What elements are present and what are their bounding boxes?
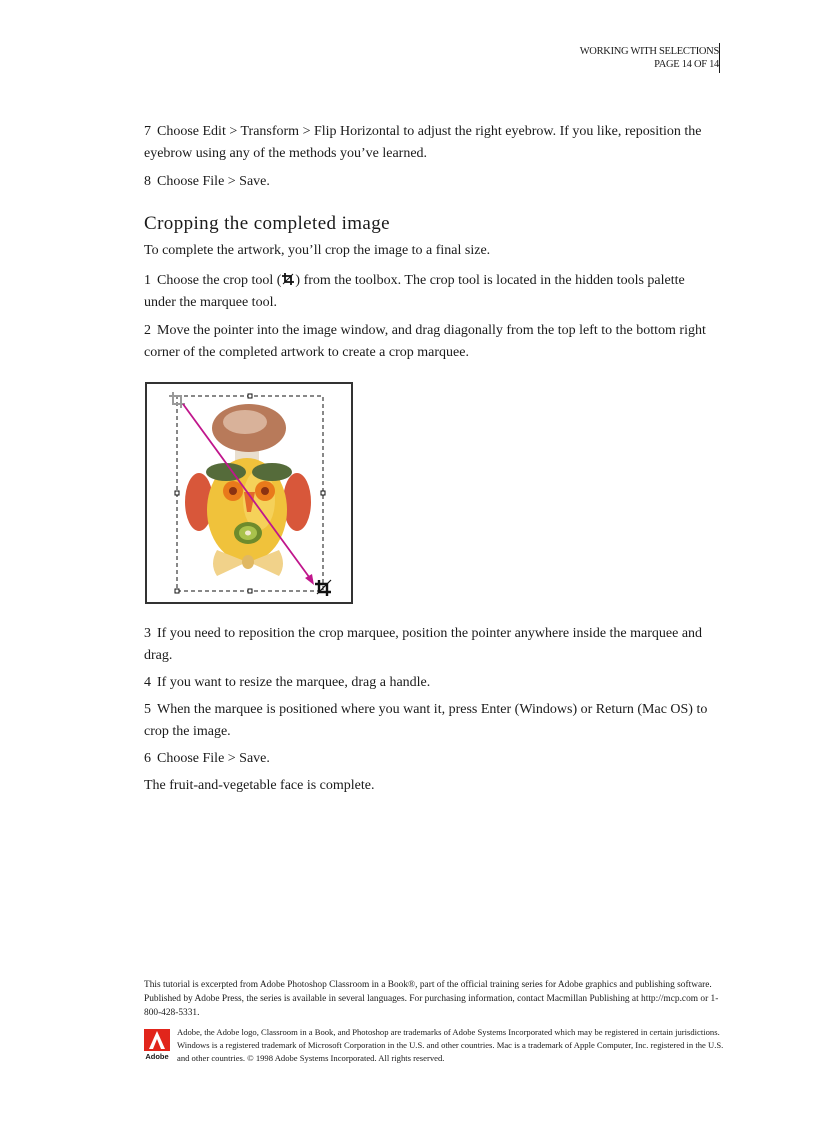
step-number: 2 [144, 323, 151, 338]
step-number: 4 [144, 675, 151, 690]
header-page-number: PAGE 14 OF 14 [654, 59, 719, 70]
step-3 [144, 623, 719, 667]
step-text: Choose File > Save. [157, 751, 270, 766]
step-text-after: ) from the toolbox. The crop tool is located in the hidden tools palette under the marquee tool. [144, 273, 685, 310]
right-eyebrow [252, 463, 292, 481]
step-text: When the marquee is positioned where you want it, press Enter (Windows) or Return (Mac OS) to crop the image. [144, 702, 708, 739]
step-4 [144, 672, 719, 694]
drag-arrow-head [305, 574, 314, 585]
closing-text: The fruit-and-vegetable face is complete. [144, 778, 375, 793]
step-number: 3 [144, 626, 151, 641]
step-number: 6 [144, 751, 151, 766]
step-text: If you want to resize the marquee, drag a handle. [157, 675, 431, 690]
step-6 [144, 748, 719, 770]
left-eyebrow [206, 463, 246, 481]
crop-illustration [145, 382, 353, 604]
footer-excerpt: This tutorial is excerpted from Adobe Photoshop Classroom in a Book®, part of the official training series for Adobe graphics and publishing software. Published by Adobe Press, the series is available in several languages. For purchasing information, contact Macmillan Publishing at http://mcp.com or 1-800-428-5331. [144, 980, 719, 1018]
step-text: If you need to reposition the crop marquee, position the pointer anywhere inside the marquee and drag. [144, 626, 703, 663]
marquee-handle [175, 589, 179, 593]
step-number: 5 [144, 702, 151, 717]
step-text: Move the pointer into the image window, and drag diagonally from the top left to the bottom right corner of the completed artwork to create a crop marquee. [144, 323, 706, 360]
header-section: WORKING WITH SELECTIONS [579, 46, 719, 57]
step-5 [144, 699, 719, 743]
step-crop-1 [144, 270, 719, 314]
marquee-handle [248, 394, 252, 398]
fruit-face-artwork [147, 384, 351, 602]
step-crop-2 [144, 320, 719, 364]
adobe-logo-text: Adobe [145, 1052, 169, 1061]
section-heading: Cropping the completed image [144, 213, 391, 234]
step-number: 7 [144, 124, 151, 139]
step-8 [144, 171, 719, 193]
step-text-before: Choose the crop tool ( [157, 273, 282, 288]
section-intro: To complete the artwork, you’ll crop the image to a final size. [144, 243, 491, 258]
marquee-handle [321, 491, 325, 495]
steps-bottom [144, 623, 719, 797]
marquee-handle [175, 491, 179, 495]
step-text: Choose File > Save. [157, 174, 270, 189]
step-7 [144, 121, 719, 165]
running-header [580, 45, 719, 71]
step-number: 8 [144, 174, 151, 189]
step-number: 1 [144, 273, 151, 288]
crop-tool-icon [282, 273, 294, 285]
header-rule [719, 43, 720, 73]
step-text: Choose Edit > Transform > Flip Horizontal to adjust the right eyebrow. If you like, reposition the eyebrow using any of the methods you’ve learned. [144, 124, 702, 161]
footer-legal: Adobe, the Adobe logo, Classroom in a Book, and Photoshop are trademarks of Adobe Systems Incorporated which may be registered in certain jurisdictions. Windows is a registered trademark of Microsoft Corporation in the U.S. and other countries. Mac is a trademark of Apple Computer, Inc. registered in the U.S. and other countries. © 1998 Adobe Systems Incorporated. All rights reserved. [177, 1027, 724, 1063]
right-ear [283, 473, 311, 531]
section-body [144, 240, 719, 364]
marquee-handle [248, 589, 252, 593]
steps-top [144, 121, 719, 193]
